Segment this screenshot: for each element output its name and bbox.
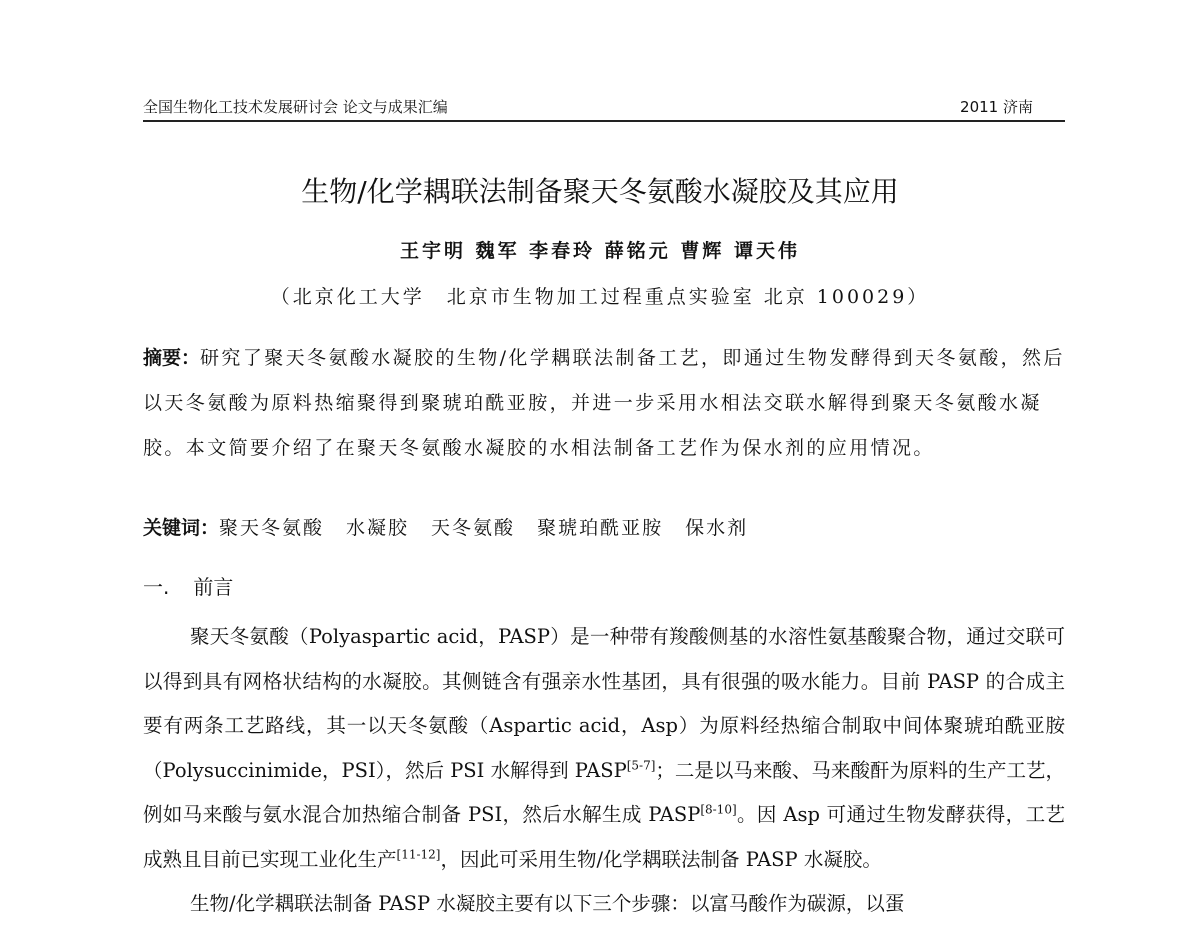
running-header xyxy=(143,96,1065,122)
keywords-label: 关键词： xyxy=(143,517,220,539)
header-conference: 全国生物化工技术发展研讨会 论文与成果汇编 xyxy=(143,98,448,116)
keyword: 水凝胶 xyxy=(346,517,410,539)
paragraph-text: 生物/化学耦联法制备 PASP 水凝胶主要有以下三个步骤：以富马酸作为碳源，以蛋 xyxy=(190,892,905,915)
paragraph-text: ，因此可采用生物/化学耦联法制备 PASP 水凝胶。 xyxy=(440,847,882,871)
keywords xyxy=(143,513,1065,540)
body-text xyxy=(143,615,1065,927)
paragraph xyxy=(143,615,1065,882)
section-heading xyxy=(143,571,233,600)
citation: [5-7] xyxy=(626,758,656,772)
paragraph-text: 聚天冬氨酸（Polyaspartic acid，PASP）是一种带有羧酸侧基的水溶性氨基酸聚合物，通过交联可以得到具有网格状结构的水凝胶。其侧链含有强亲水性基团，具有很强的吸水能力。目前 PASP 的合成主要有两条工艺路线，其一以天冬氨酸（Aspartic acid，Asp）为原料经热缩合制取中间体聚琥珀酰亚胺（Polysuccinimide，PSI），然后 PSI 水解得到 PASP xyxy=(143,625,1065,782)
abstract xyxy=(143,336,1065,471)
keyword: 保水剂 xyxy=(685,517,749,539)
citation: [8-10] xyxy=(700,802,737,817)
citation: [11-12] xyxy=(396,847,441,861)
keyword: 聚天冬氨酸 xyxy=(219,517,325,539)
keyword: 聚琥珀酰亚胺 xyxy=(537,517,664,539)
authors: 王宇明 魏军 李春玲 薛铭元 曹辉 谭天伟 xyxy=(399,240,801,262)
paper-title: 生物/化学耦联法制备聚天冬氨酸水凝胶及其应用 xyxy=(301,175,899,208)
paragraph xyxy=(143,882,1065,927)
paragraph-text: ；二是以马来酸、马来酸酐为原料的生产工艺，例如马来酸与氨水混合加热缩合制备 PSI，然后水解生成 PASP xyxy=(143,758,1065,826)
abstract-label: 摘要： xyxy=(143,347,201,369)
section-title: 前言 xyxy=(193,575,234,599)
abstract-text: 研究了聚天冬氨酸水凝胶的生物/化学耦联法制备工艺，即通过生物发酵得到天冬氨酸，然后以天冬氨酸为原料热缩聚得到聚琥珀酰亚胺，并进一步采用水相法交联水解得到聚天冬氨酸水凝胶。本文简要介绍了在聚天冬氨酸水凝胶的水相法制备工艺作为保水剂的应用情况。 xyxy=(143,347,1065,459)
paragraph-text: 。因 Asp 可通过生物发酵获得，工艺成熟且目前已实现工业化生产 xyxy=(143,803,1065,871)
affiliation: （北京化工大学 北京市生物加工过程重点实验室 北京 100029） xyxy=(270,286,930,308)
section-number: 一. xyxy=(143,575,170,599)
header-year-place: 2011 济南 xyxy=(960,98,1033,116)
keyword: 天冬氨酸 xyxy=(431,517,516,539)
